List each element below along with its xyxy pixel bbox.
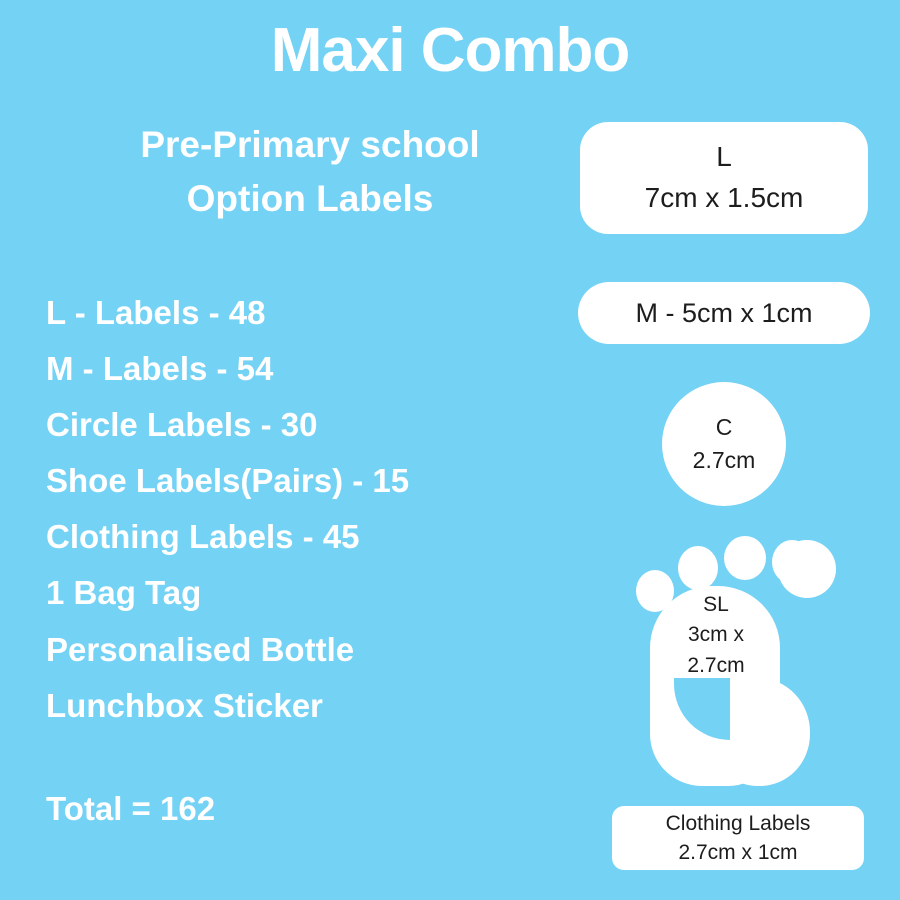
circle-label-code: C [715, 413, 733, 440]
shoe-label-text [658, 590, 774, 681]
subtitle-line-2: Option Labels [186, 177, 434, 219]
clothing-label-name: Clothing Labels [665, 811, 811, 835]
foot-big-toe-icon [778, 540, 836, 598]
medium-label-sample [578, 282, 870, 344]
clothing-label-size: 2.7cm x 1cm [678, 841, 798, 864]
list-item: Circle Labels - 30 [46, 406, 318, 444]
shoe-label-size-line-2: 2.7cm [687, 653, 745, 677]
foot-toe-icon [678, 546, 718, 590]
large-label-sample [580, 122, 868, 234]
list-item: Shoe Labels(Pairs) - 15 [46, 462, 410, 500]
shoe-label-size-line-1: 3cm x [687, 623, 744, 647]
circle-label-sample [662, 382, 786, 506]
list-item: L - Labels - 48 [46, 294, 266, 331]
list-item: M - Labels - 54 [46, 350, 274, 388]
foot-toe-icon [724, 536, 766, 580]
medium-label-text: M - 5cm x 1cm [635, 297, 813, 328]
large-label-code: L [716, 141, 732, 173]
list-item: Clothing Labels - 45 [46, 518, 360, 556]
circle-label-size: 2.7cm [692, 447, 756, 473]
large-label-size: 7cm x 1.5cm [644, 182, 804, 213]
shoe-label-code: SL [703, 593, 729, 616]
list-item: Personalised Bottle [46, 630, 355, 668]
subtitle [40, 118, 580, 225]
list-item: 1 Bag Tag [46, 574, 202, 612]
shoe-label-sample [628, 528, 848, 790]
list-item: Lunchbox Sticker [46, 686, 323, 724]
page-title: Maxi Combo [270, 16, 630, 85]
subtitle-line-1: Pre-Primary school [140, 124, 480, 165]
total-count: Total = 162 [46, 790, 216, 827]
clothing-label-sample [612, 806, 864, 870]
label-inventory-list [46, 285, 576, 734]
